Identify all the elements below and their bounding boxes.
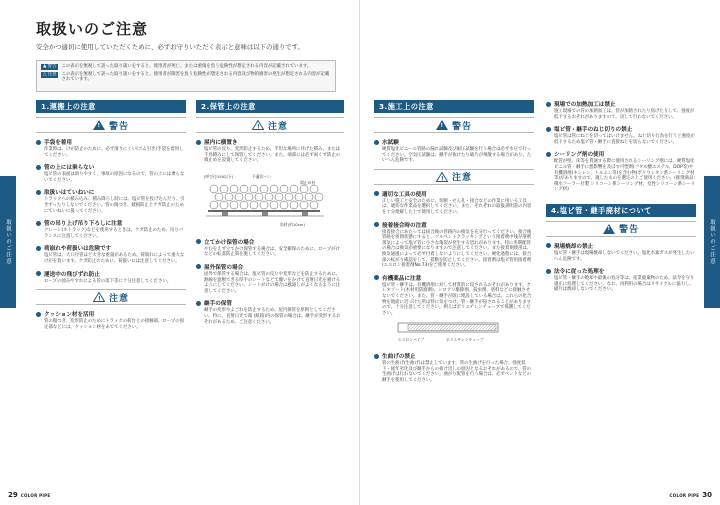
- warning-banner: ! 警告: [546, 221, 696, 237]
- warning-badge: ▲ 警告: [43, 64, 57, 70]
- bullet-icon: [36, 271, 41, 276]
- pipe-circle: [255, 193, 263, 201]
- pipe-circle: [295, 193, 303, 201]
- bullet-icon: [374, 275, 379, 280]
- side-tab-right[interactable]: 取扱いのご注意: [704, 176, 720, 308]
- pipe-circle: [270, 201, 278, 209]
- list-item: 現場焼却の禁止 塩ビ管・継手は現場焼却しないでください。塩化水素ガスが発生したいへん危険です。: [546, 242, 696, 262]
- pipe-circle: [300, 185, 308, 193]
- svg-text:!: !: [440, 175, 444, 182]
- bullet-icon: [36, 140, 41, 145]
- pipe-circle: [215, 193, 223, 201]
- pipe-circle: [220, 185, 228, 193]
- warning-triangle-icon: !: [603, 224, 615, 234]
- section-head: 4.塩ビ管・継手廃材について: [546, 204, 696, 217]
- section-head: 1.運搬上の注意: [36, 100, 186, 113]
- svg-text:!: !: [97, 295, 101, 303]
- caution-banner: ! 注意: [36, 289, 186, 305]
- bullet-icon: [196, 264, 201, 269]
- list-item: 立てかけ保管の場合 やむをえず立てかけ保管する場合は、安全確保のために、ロープがけなどの転落防止策を施してください。: [196, 238, 344, 258]
- section-installation-cont: [546, 100, 696, 298]
- legend-box: [36, 60, 336, 92]
- list-item: 塩ビ管・継手のねじ切りの禁止 塩ビ管は管にねじを切ってはいけません。ねじ切り行為を行うと強度が低下するため塩ビ管・継手に直接ねじを切らないでください。: [546, 125, 696, 145]
- page-title: 取扱いのご注意: [36, 20, 149, 38]
- pipe-stack: [210, 185, 323, 209]
- bullet-icon: [196, 301, 201, 306]
- pipe-circle: [225, 193, 233, 201]
- pipe-circle: [250, 201, 258, 209]
- right-page: [360, 0, 720, 505]
- bullet-icon: [546, 152, 551, 157]
- pipe-circle: [235, 193, 243, 201]
- caution-icon: △: [43, 72, 47, 78]
- pipe-circle: [260, 201, 268, 209]
- legend-caution-text: この表示を無視して誤った取り扱いをすると、使用者が障害を負う危険性が想定される内容及び物的損害の発生が想定される内容が記載されています。: [61, 72, 330, 83]
- list-item: 手袋を着用 作業時は、けが防止のために、必ず滑りにくい(ゴム引き)手袋を着用してください。: [36, 138, 186, 158]
- list-item: 管の吊り上げ吊り下ろしに注意 クレーン(ホトラック)などを使用するときは、ケガ防止のため、吊りバランスに注意してください。: [36, 219, 186, 239]
- stacking-diagram: [202, 172, 332, 230]
- list-item: 運送中の飛びずれ防止 ロープの弛みやすれによる管の落下等に十分注意してください。: [36, 270, 186, 285]
- bullet-icon: [374, 354, 379, 359]
- list-item: 接着接合時の注意 接着接合にあたっては接合後の管路内の換気を充分行ってください。接合後管路を密閉状態にすると、ソルベントクラッキングという接着剤中残存溶剤蒸気によって塩ビ管に小さな亀裂が発生する恐れがあります。特に冬期配管の場合は換気が重要になりますので注意してください。また接着剤使用は、換気通風によって必ず付着しないようにしてください。硬化過程には、接合部の転がり確認をして、揺動を防止してください。接着剤は塩ビ管用接着剤(エスロン接着剤No.73)をご使用ください。: [374, 221, 534, 269]
- bullet-icon: [546, 127, 551, 132]
- page-number-right: COLOR PIPE 30: [669, 491, 712, 499]
- warning-icon: ▲: [43, 64, 47, 70]
- list-item: 屋外保管の場合 屋外で保管する場合は、塩ビ管の反りや変形などを防止するために、熱線を遮断できる厚手のシートなどで覆いをかけて直射日光を避けるようにしてください。シートがけの場合は風通しがよくなるように注意してください。: [196, 263, 344, 294]
- caution-banner: ! 注意: [196, 117, 344, 133]
- section-installation: [374, 100, 534, 389]
- bullet-icon: [196, 140, 201, 145]
- page-number-left: 29 COLOR PIPE: [8, 491, 51, 499]
- caution-triangle-icon: [93, 292, 105, 302]
- caution-triangle-icon: [436, 172, 448, 182]
- warning-triangle-icon: !: [436, 120, 448, 130]
- legend-warning: [41, 64, 331, 70]
- list-item: 取扱いはていねいに トラックへの積み込み、積み降ろし時には、塩ビ管を投げ込んだり、引きずったりしないでください。管の傷つき、破損防止とケガ防止のためにていねいに扱ってください。: [36, 188, 186, 214]
- warning-banner: ! 警告: [374, 117, 534, 133]
- bullet-icon: [546, 243, 551, 248]
- pipe-circle: [315, 193, 323, 201]
- bullet-icon: [36, 190, 41, 195]
- warning-banner: ! 警告: [36, 117, 186, 133]
- section-transport: [36, 100, 186, 335]
- intro-text: 安全かつ適切に使用していただくために、必ずお守りいただく表示と意味は以下の通りです。: [36, 43, 304, 51]
- list-item: 継手の保管 継手の変形やよごれを防止するため、屋内保管を原則としてください。特に、直射日光で箱 (紙箱)内の保管の場合は、継手が変形するおそれがあるため、ご注意ください。: [196, 299, 344, 325]
- pipe-circle: [250, 185, 258, 193]
- pipe-circle: [305, 193, 313, 201]
- side-tab-left[interactable]: 取扱いのご注意: [0, 176, 16, 308]
- pipe-circle: [310, 185, 318, 193]
- list-item: 現場での加熱加工は禁止 施工現場での管の加熱加工は、管が加熱されたり焦げたりして、強度が低下するおそれがありますので、決して行わないでください。: [546, 100, 696, 120]
- pipe-circle: [270, 185, 278, 193]
- diagram-label-bottom: 角材(約10cm): [280, 221, 305, 227]
- svg-text:!: !: [256, 123, 260, 130]
- bullet-icon: [36, 312, 41, 317]
- bullet-icon: [374, 191, 379, 196]
- pipe-circle: [240, 201, 248, 209]
- pipe-circle: [220, 201, 228, 209]
- list-item: シーリング剤の使用 配管が壁、床等を貫通する際に使用されるシーリング剤には、硬質塩化ビニル管・継手に悪影響を及ぼす可塑剤(フタル酸エステル、DOP等)や有機溶剤(キシレン、トルエン等)を含む物(ポリウレタン系シーリング材等)がありますので、適したものを選定の上ご使用ください。(推奨商品:積水フーラー社製 シリコーン系シーリング材、変性シリコーン系シーリング材): [546, 150, 696, 193]
- list-item: 水試験 硬質塩化ビニール管路の漏れ試験及び耐圧試験を行う場合は必ず水圧で行ってください。空気圧試験は、継手が抜けたり破片が飛散する場合があり、たいへん危険です。: [374, 138, 534, 164]
- caution-badge: △ 注意: [43, 72, 57, 78]
- pipe-circle: [240, 185, 248, 193]
- bullet-icon: [374, 140, 379, 145]
- pipe-circle: [280, 201, 288, 209]
- pipe-circle: [210, 201, 218, 209]
- list-item: 管の上には乗らない 塩ビ管の表面は滑りやすく、事故の原因になるので、管の上には乗らないでください。: [36, 163, 186, 183]
- bullet-icon: [36, 165, 41, 170]
- diagram-label-pipe: エスロンパイプ: [398, 337, 425, 343]
- bullet-icon: [196, 239, 201, 244]
- list-item: 荷崩れや荷扱いは危険です 塩ビ管は、大口径管ほど大きな重量があるため、荷崩れによって重大なけがを負います。ケガ防止のために、荷扱いには注意してください。: [36, 244, 186, 264]
- diagram-label-top: (呼び径150以下): [204, 173, 234, 179]
- section-head: 2.保管上の注意: [196, 100, 344, 113]
- diagram-label-spacer: 不適切ーい: [252, 173, 271, 179]
- pipe-circle: [290, 185, 298, 193]
- pipe-circle: [230, 185, 238, 193]
- bullet-icon: [36, 221, 41, 226]
- bullet-icon: [36, 246, 41, 251]
- list-item: 法令に従った処理を 塩ビ管・継手の焼却や最後の処分等は、産業廃棄物のため、法令を守り適正に処理してください。なお、再利用の場合はリサイクルに協力し、破片は焼却しないでください。: [546, 267, 696, 293]
- warning-triangle-icon: !: [93, 120, 105, 130]
- section-storage: [196, 100, 344, 330]
- section-head: 3.施工上の注意: [374, 100, 534, 113]
- pipe-circle: [300, 201, 308, 209]
- legend-warning-text: この表示を無視して誤った取り扱いをすると、使用者が死亡、または重傷を負う危険性が想定される内容が記載されています。: [61, 64, 312, 69]
- bullet-icon: [546, 269, 551, 274]
- list-item: 屋内に横置き 塩ビ管の反り、変形防止するため、平坦な場所に井げた積み、または千鳥積みにして保管してください。また、端部には必ず両くず防止の端止めを設置してください。: [196, 138, 344, 164]
- pipe-circle: [275, 193, 283, 201]
- bullet-icon: [546, 102, 551, 107]
- bullet-icon: [374, 222, 379, 227]
- caution-triangle-icon: [252, 120, 264, 130]
- pipe-circle: [265, 193, 273, 201]
- pipe-circle: [285, 193, 293, 201]
- diagram-label-tube: ポリエチレンチューブ: [446, 337, 484, 343]
- list-item: クッション材を活用 管の傷つき、変形防止のためにトラックの荷台との接触部、ロープの固定部などには、クッション材をあててください。: [36, 310, 186, 330]
- pipe-sleeve-diagram: [388, 319, 508, 345]
- list-item: 生曲げの禁止 管の生曲げ(生曲げ)は禁止しています。管の生曲げを行った場合、強度低下・経年劣化及び継手からの抜け出しの原因となるおそれがあるので、管の生曲げは行わないでください。曲がり配管を行う場合は、必ずベンドなどの継手を使用してください。: [374, 352, 534, 383]
- caution-banner: ! 注意: [374, 169, 534, 185]
- pipe-circle: [210, 185, 218, 193]
- pipe-circle: [290, 201, 298, 209]
- pipe-circle: [245, 193, 253, 201]
- pipe-circle: [230, 201, 238, 209]
- pipe-circle: [260, 185, 268, 193]
- list-item: 有機薬品に注意 塩ビ管・継手は、有機溶剤に対して材質的に侵されるおそれがあります。クレオソート(木材用防腐剤)、シロアリ駆除剤、殺虫剤、塗料などに接触させないでください。また、管・継手が既に埋設している場合は、これらの化合物を地面に近づけた所は特に気をつけ、管・継手が侵されることがありますので、十分注意してください。例えばポリエチレンチューブで保護してください。: [374, 274, 534, 317]
- pipe-circle: [280, 185, 288, 193]
- diagram-label-spacer2: 間止め材: [300, 179, 316, 185]
- list-item: 適切な工具の使用 正しい施工と安全のために、切断・せん孔・接合などの作業に用いる工具は、適切な作業品を選択してください。また、それぞれの取扱説明書の内容を十分理解した上で使用してください。: [374, 190, 534, 216]
- pipe-circle: [310, 201, 318, 209]
- legend-caution: [41, 72, 331, 82]
